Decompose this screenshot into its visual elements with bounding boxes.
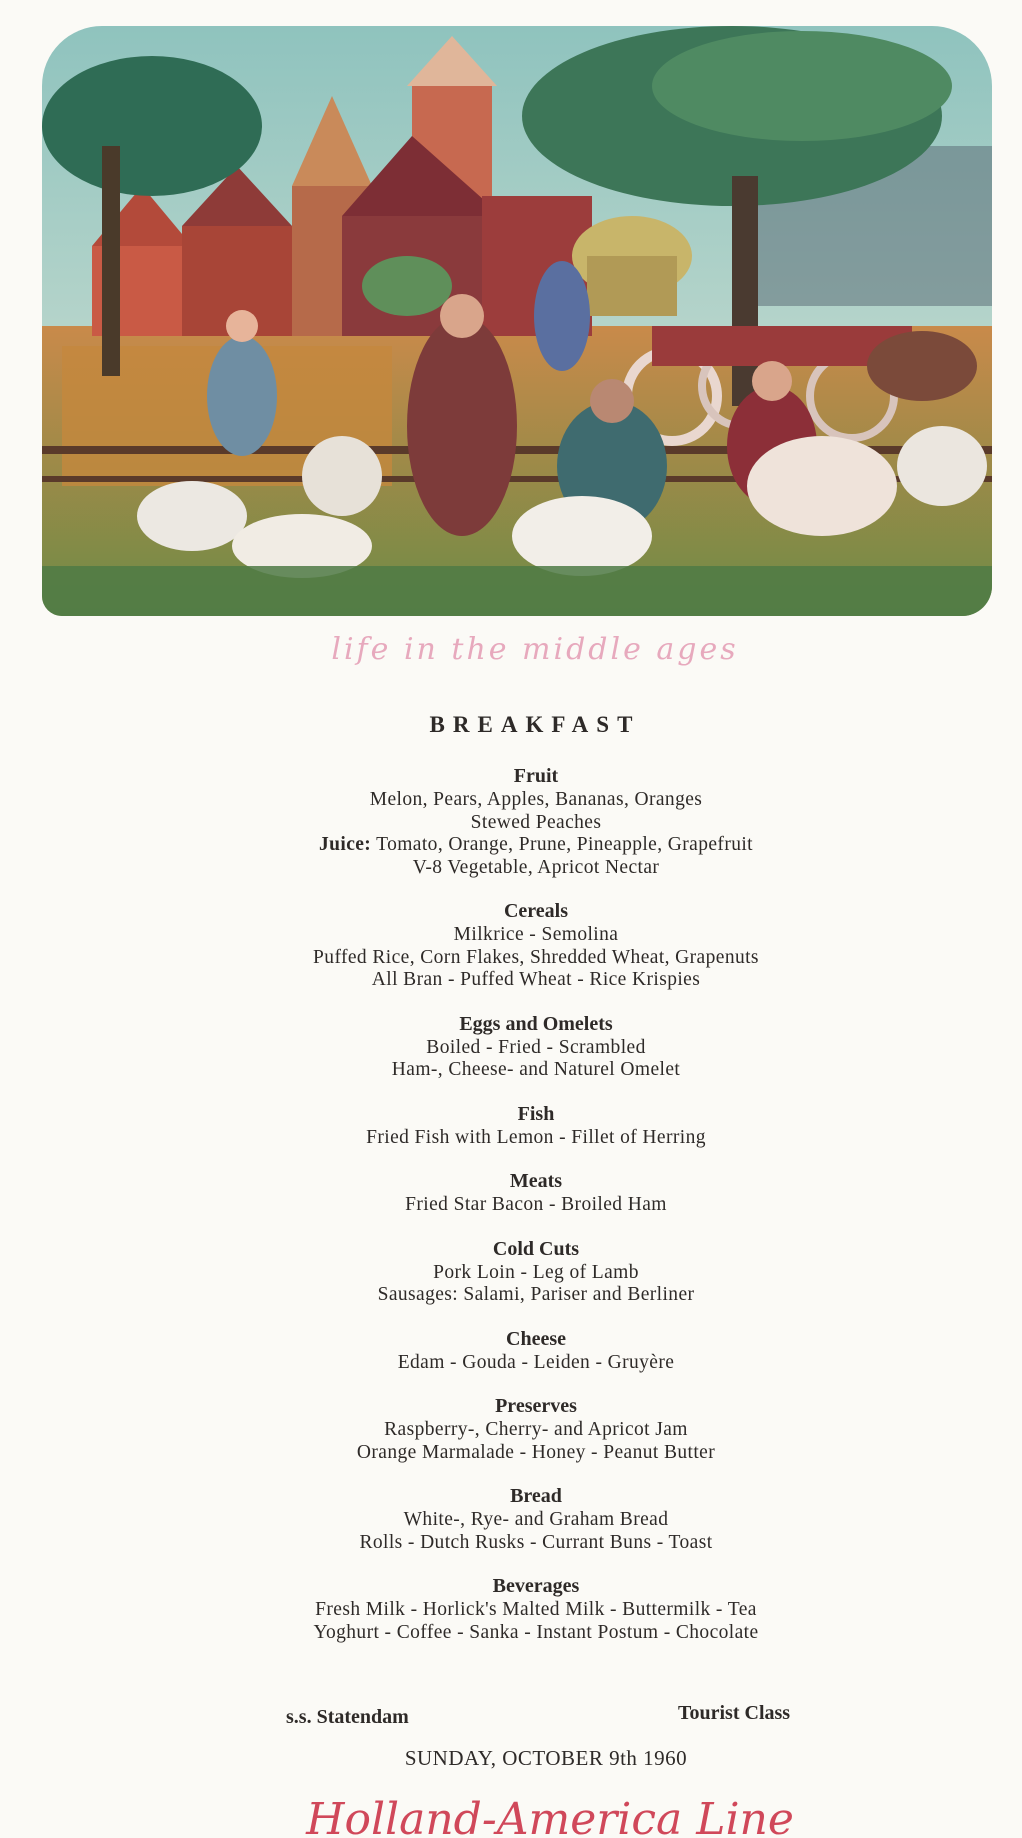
menu-item-line [0,1532,1022,1555]
menu-item-line [0,834,1022,857]
menu-item-line [0,1622,1022,1645]
ship-name: s.s. Statendam [286,1706,409,1728]
menu-item-line [0,1419,1022,1442]
line-text: Ham-, Cheese- and Naturel Omelet [391,1059,681,1080]
menu-section [0,1574,1022,1644]
menu-section [0,1327,1022,1375]
menu-item-line [0,969,1022,992]
line-text: Boiled - Fried - Scrambled [426,1036,646,1058]
holland-america-line-logo [300,1788,800,1838]
menu-section [0,1169,1022,1217]
line-text: Orange Marmalade - Honey - Peanut Butter [356,1441,716,1463]
medieval-life-illustration [42,26,992,616]
menu-item-line [0,857,1022,880]
menu-title: BREAKFAST [429,712,641,737]
menu-item-line [0,1352,1022,1375]
menu-section [0,1394,1022,1464]
line-text: Fried Star Bacon - Broiled Ham [405,1194,667,1215]
section-heading: Cereals [503,900,569,922]
menu-section [0,899,1022,992]
line-text: V-8 Vegetable, Apricot Nectar [412,856,660,878]
line-text: Tomato, Orange, Prune, Pineapple, Grapefruit [371,834,753,855]
section-heading: Meats [509,1170,563,1192]
section-heading: Cold Cuts [492,1237,580,1260]
section-heading: Cheese [506,1327,566,1350]
line-text: All Bran - Puffed Wheat - Rice Krispies [371,969,701,990]
logo-script [300,1788,800,1838]
line-text: Milkrice - Semolina [453,924,619,945]
menu-sections [0,764,1022,1664]
section-heading: Eggs and Omelets [459,1012,613,1035]
menu-section [0,764,1022,879]
menu-item-line [0,947,1022,970]
line-text: Pork Loin - Leg of Lamb [433,1261,639,1283]
section-heading: Beverages [492,1575,580,1597]
menu-section [0,1484,1022,1554]
line-text: Fresh Milk - Horlick's Malted Milk - Buttermilk - Tea [315,1599,757,1620]
section-heading: Fish [517,1102,555,1125]
menu-section [0,1237,1022,1307]
menu-item-line [0,1509,1022,1532]
line-text: Stewed Peaches [470,811,602,833]
menu-item-line [0,1127,1022,1150]
travel-class: Tourist Class [678,1702,791,1724]
menu-item-line [0,1284,1022,1307]
line-text: Yoghurt - Coffee - Sanka - Instant Postum - Chocolate [313,1621,759,1643]
menu-item-line [0,789,1022,812]
line-text: Fried Fish with Lemon - Fillet of Herring [366,1126,706,1148]
line-label: Juice: [318,834,372,855]
section-heading: Fruit [513,765,559,787]
line-text: Sausages: Salami, Pariser and Berliner [377,1284,695,1305]
line-text: White-, Rye- and Graham Bread [403,1509,669,1530]
menu-section [0,1102,1022,1150]
illustration-caption: life in the middle ages [331,632,739,667]
menu-item-line [0,1599,1022,1622]
line-text: Puffed Rice, Corn Flakes, Shredded Wheat, Grapenuts [313,946,759,968]
menu-item-line [0,1262,1022,1285]
menu-item-line [0,924,1022,947]
menu-item-line [0,1037,1022,1060]
line-text: Rolls - Dutch Rusks - Currant Buns - Toast [359,1531,713,1553]
section-heading: Bread [510,1485,562,1507]
line-text: Edam - Gouda - Leiden - Gruyère [397,1351,675,1373]
illustration-scene [42,26,992,616]
menu-item-line [0,1059,1022,1082]
menu-item-line [0,812,1022,835]
menu-item-line [0,1442,1022,1465]
menu-date: SUNDAY, OCTOBER 9th 1960 [404,1746,688,1770]
line-text: Melon, Pears, Apples, Bananas, Oranges [369,789,703,810]
section-heading: Preserves [495,1395,577,1417]
line-text: Raspberry-, Cherry- and Apricot Jam [384,1419,688,1440]
menu-section [0,1012,1022,1082]
menu-item-line [0,1194,1022,1217]
logo-text: Holland-America Line [306,1794,794,1838]
